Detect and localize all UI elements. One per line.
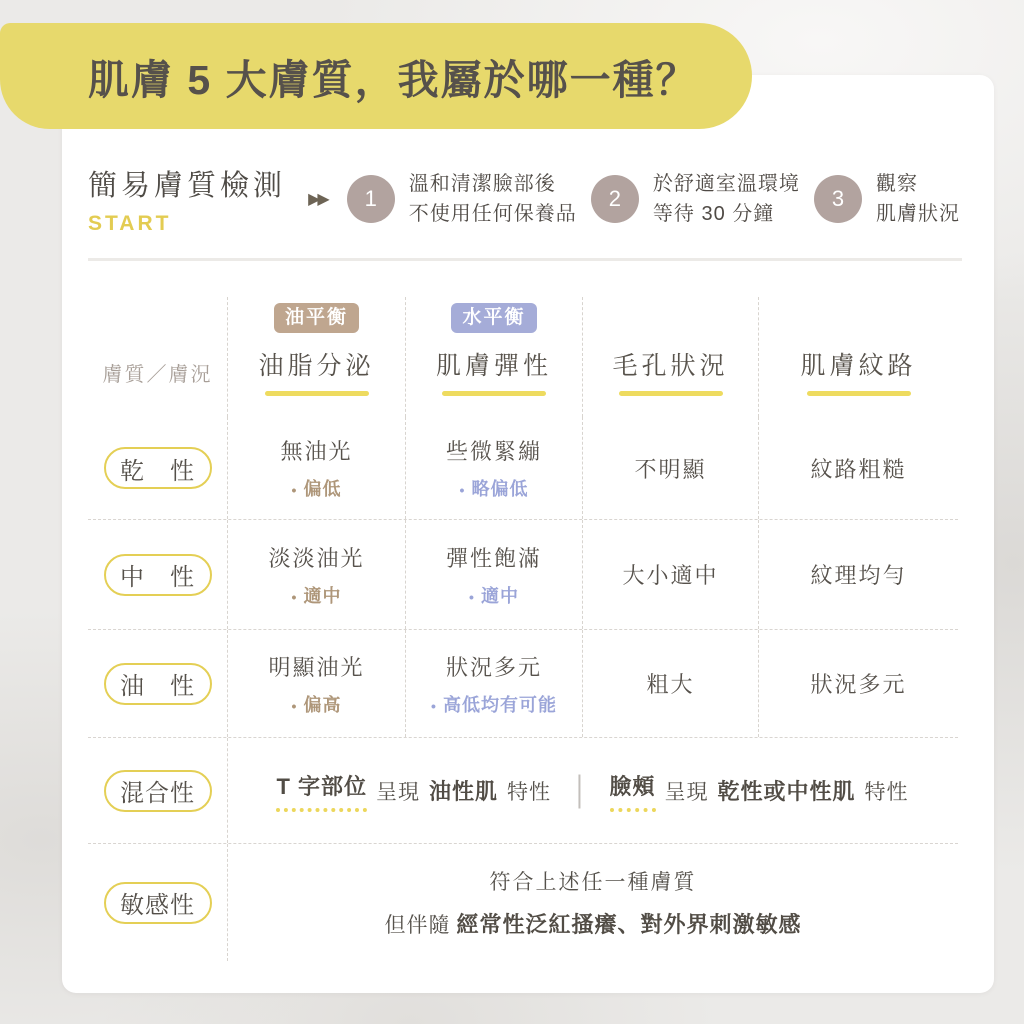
step-2-text [653, 169, 800, 229]
cell-dry-elasticity [405, 417, 582, 519]
cell-note [292, 582, 342, 608]
water-balance-tag: 水平衡 [451, 303, 536, 333]
skin-type-pill-oily: 油 性 [104, 663, 212, 705]
cell-main-text: 紋理均勻 [810, 563, 907, 588]
column-label: 肌膚紋路 [800, 352, 917, 380]
column-header-skin-texture [758, 297, 958, 417]
column-header-pore-condition [582, 297, 758, 417]
cell-main-text: 狀況多元 [810, 672, 907, 697]
content-card [62, 75, 994, 993]
step-1 [347, 169, 577, 229]
cell-main-text: 大小適中 [622, 563, 719, 588]
row-label-cell [88, 630, 227, 737]
yellow-underline [619, 391, 723, 396]
bullet-icon: • [431, 697, 437, 714]
oily-skin-text: 油性肌 [429, 779, 499, 804]
plain-text: 但伴隨 [384, 914, 451, 937]
corner-label: 膚質／膚況 [102, 364, 213, 386]
column-label: 肌膚彈性 [435, 352, 552, 380]
skin-type-pill-dry: 乾 性 [104, 447, 212, 489]
bullet-icon: • [291, 588, 298, 605]
cell-oily-texture [758, 630, 958, 737]
cell-main-text: 淡淡油光 [268, 545, 365, 571]
yellow-underline [265, 391, 369, 396]
oil-balance-tag: 油平衡 [274, 303, 359, 333]
cheek-text: 臉頰 [610, 770, 656, 812]
sensitive-line-1: 符合上述任一種膚質 [489, 871, 697, 894]
vertical-bar-divider: │ [572, 774, 590, 806]
step-1-line-2: 不使用任何保養品 [408, 203, 577, 225]
cell-main-text: 明顯油光 [268, 654, 365, 680]
note-text: 偏高 [303, 694, 342, 715]
step-3-line-1: 觀察 [875, 173, 918, 195]
step-1-line-1: 溫和清潔臉部後 [408, 173, 556, 195]
cell-oily-pores [582, 630, 758, 737]
plain-text: 特性 [507, 780, 552, 804]
cell-neutral-texture [758, 520, 958, 629]
column-header-oil-secretion [227, 297, 405, 417]
skin-type-pill-neutral: 中 性 [104, 554, 212, 596]
symptom-bold-text: 經常性泛紅搔癢、對外界刺激敏感 [456, 912, 802, 937]
cell-main-text: 無油光 [280, 439, 353, 464]
table-row-neutral [88, 519, 958, 629]
step-2-line-1: 於舒適室溫環境 [652, 173, 800, 195]
section-heading: 簡易膚質檢測 [88, 169, 287, 202]
note-text: 偏低 [303, 479, 342, 499]
note-text: 適中 [303, 585, 342, 606]
skin-type-pill-sensitive: 敏感性 [104, 882, 212, 924]
cell-main-text: 紋路粗糙 [810, 456, 907, 482]
column-label: 油脂分泌 [258, 352, 375, 380]
cell-combination-description [227, 738, 958, 843]
t-zone-text: T 字部位 [276, 770, 367, 812]
cell-neutral-elasticity [405, 520, 582, 629]
cell-oily-oil [227, 630, 405, 737]
start-label: START [88, 211, 172, 235]
cell-dry-texture [758, 417, 958, 519]
plain-text: 呈現 [664, 780, 709, 804]
cell-sensitive-description [227, 844, 958, 961]
note-text: 略偏低 [471, 479, 529, 499]
step-1-number-badge: 1 [347, 175, 395, 223]
cell-dry-oil [227, 417, 405, 519]
yellow-underline [807, 391, 911, 396]
cell-dry-pores [582, 417, 758, 519]
step-2-number-badge: 2 [591, 175, 639, 223]
test-steps-section [88, 159, 960, 239]
column-label: 毛孔狀況 [612, 352, 729, 380]
cell-note [469, 582, 519, 608]
skin-type-table [88, 297, 958, 961]
bullet-icon: • [459, 482, 466, 498]
plain-text: 呈現 [376, 780, 420, 804]
row-label-cell [88, 520, 227, 629]
bullet-icon: • [291, 482, 298, 498]
table-row-combination [88, 737, 958, 843]
note-text: 高低均有可能 [442, 694, 557, 715]
step-3-number-badge: 3 [814, 175, 862, 223]
sensitive-line-2 [384, 908, 801, 939]
note-text: 適中 [480, 585, 519, 606]
cell-neutral-pores [582, 520, 758, 629]
row-label-cell [88, 738, 227, 843]
table-row-sensitive [88, 843, 958, 961]
cell-main-text: 不明顯 [634, 456, 707, 482]
bullet-icon: • [469, 588, 475, 605]
row-label-cell [88, 417, 227, 519]
section-divider [88, 258, 962, 261]
cell-main-text: 粗大 [646, 672, 695, 697]
step-3-text [876, 169, 960, 229]
cell-main-text: 狀況多元 [445, 654, 542, 680]
cell-oily-elasticity [405, 630, 582, 737]
skin-type-pill-combination: 混合性 [104, 770, 212, 812]
table-header-row [88, 297, 958, 417]
bullet-icon: • [291, 697, 298, 714]
step-2 [591, 169, 800, 229]
cell-main-text: 些微緊繃 [445, 439, 542, 464]
cell-note [292, 691, 342, 717]
plain-text: 特性 [864, 780, 909, 804]
double-arrow-icon: ▶▶ [308, 191, 327, 208]
row-label-cell [88, 844, 227, 961]
yellow-underline [442, 391, 546, 396]
page-title: 肌膚 5 大膚質，我屬於哪一種？ [88, 56, 699, 103]
cell-note [460, 475, 529, 501]
step-1-text [409, 169, 577, 229]
cell-note [292, 475, 342, 501]
dry-or-neutral-text: 乾性或中性肌 [717, 779, 856, 804]
cell-note [431, 691, 557, 717]
column-header-skin-elasticity [405, 297, 582, 417]
cell-neutral-oil [227, 520, 405, 629]
step-2-line-2: 等待 30 分鐘 [652, 203, 775, 225]
cell-main-text: 彈性飽滿 [445, 545, 542, 571]
test-intro [88, 163, 294, 236]
step-3 [814, 169, 960, 229]
table-row-oily [88, 629, 958, 737]
title-banner [0, 23, 752, 129]
table-row-dry [88, 417, 958, 519]
step-3-line-2: 肌膚狀況 [875, 203, 960, 225]
